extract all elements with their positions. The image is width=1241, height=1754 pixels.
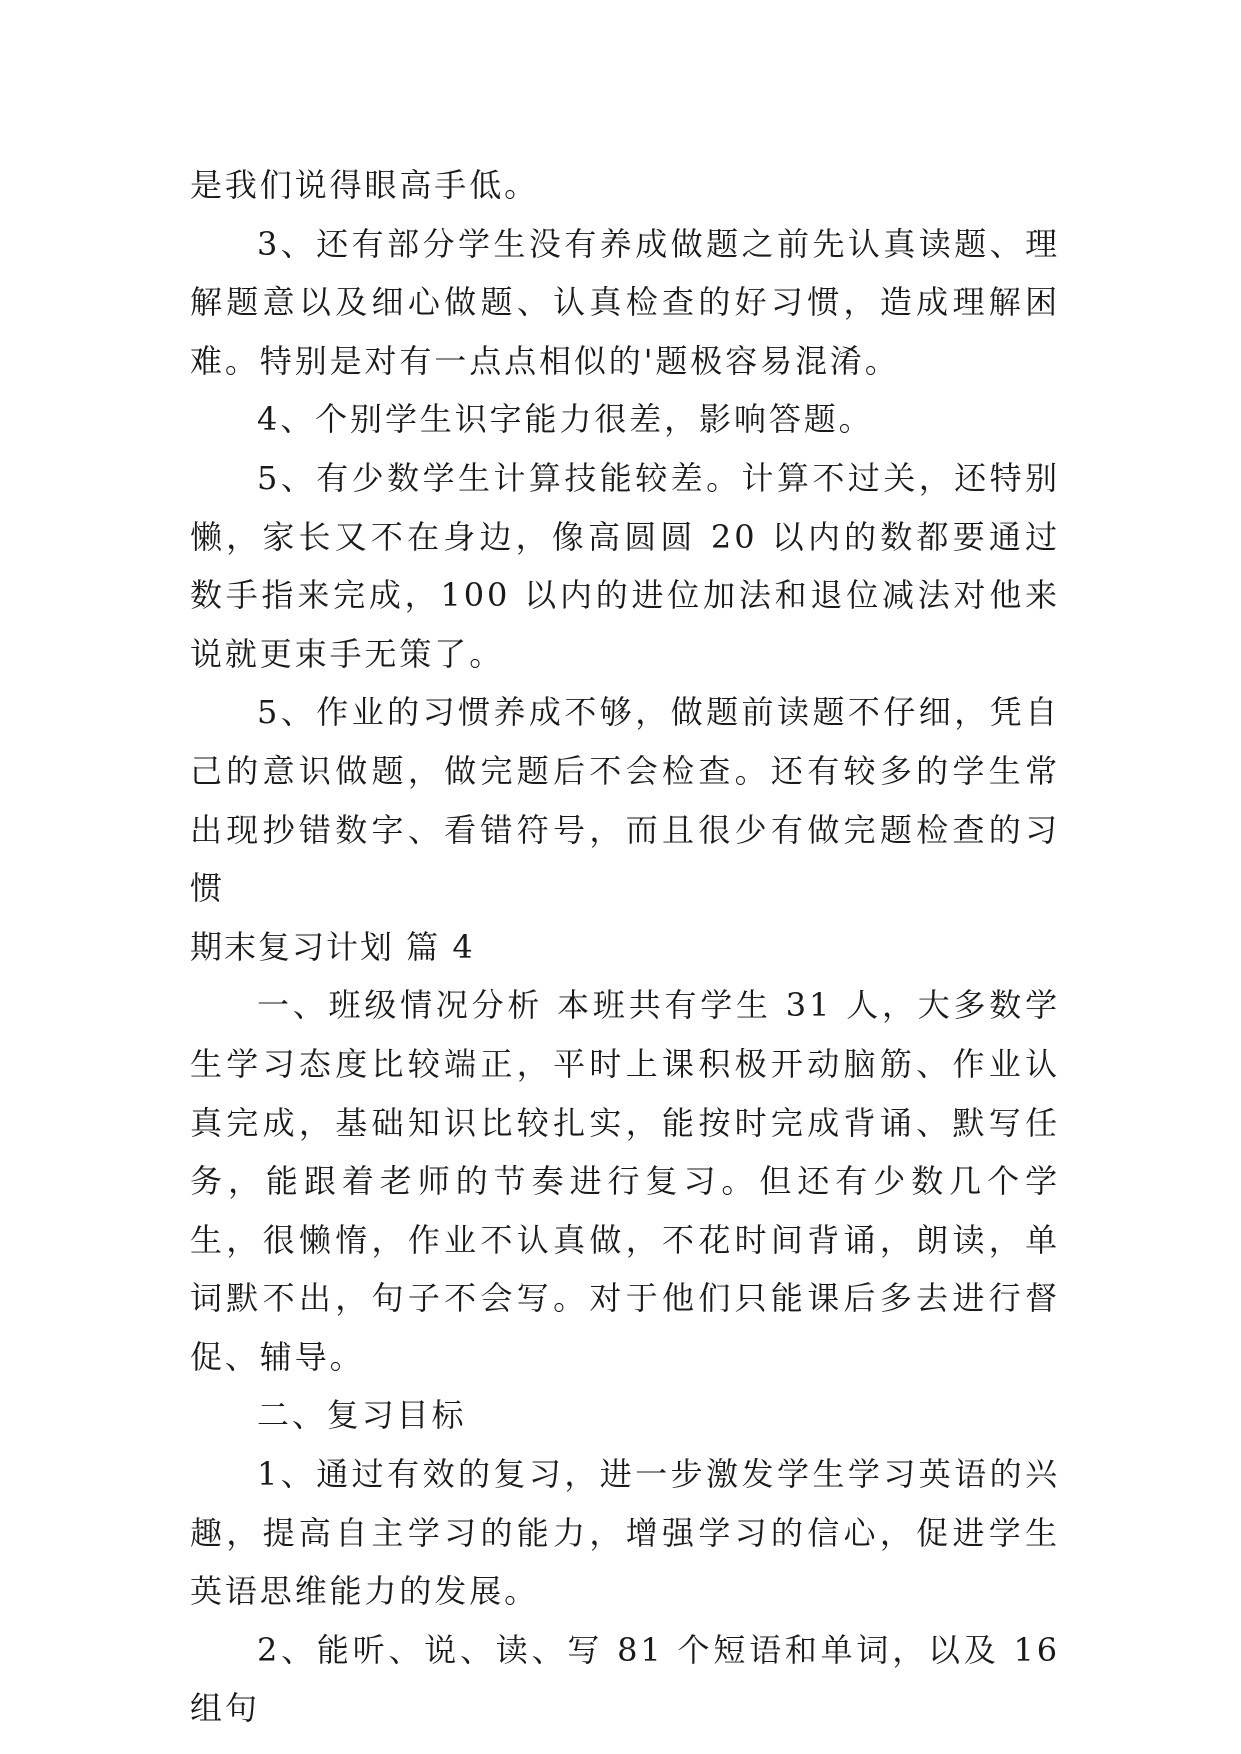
section-heading: 期末复习计划 篇 4 [190, 927, 475, 966]
paragraph: 二、复习目标 [257, 1396, 467, 1435]
paragraph: 4、个别学生识字能力很差，影响答题。 [257, 400, 874, 439]
paragraph: 5、有少数学生计算技能较差。计算不过关，还特别懒，家长又不在身边，像高圆圆 20 以内的数都要通过数手指来完成，100 以内的进位加法和退位减法对他来说就更束手无策了。 [190, 458, 1060, 673]
paragraph: 3、还有部分学生没有养成做题之前先认真读题、理解题意以及细心做题、认真检查的好习惯，造成理解困难。特别是对有一点点相似的'题极容易混淆。 [190, 224, 1060, 380]
paragraph: 是我们说得眼高手低。 [190, 166, 540, 204]
paragraph: 5、作业的习惯养成不够，做题前读题不仔细，凭自己的意识做题，做完题后不会检查。还有较多的学生常出现抄错数字、看错符号，而且很少有做完题检查的习惯 [190, 693, 1060, 908]
paragraph: 1、通过有效的复习，进一步激发学生学习英语的兴趣，提高自主学习的能力，增强学习的信心，促进学生英语思维能力的发展。 [190, 1455, 1060, 1611]
paragraph: 一、班级情况分析 本班共有学生 31 人，大多数学生学习态度比较端正，平时上课积极开动脑筋、作业认真完成，基础知识比较扎实，能按时完成背诵、默写任务，能跟着老师的节奏进行复习。但还有少数几个学生，很懒惰，作业不认真做，不花时间背诵，朗读，单词默不出，句子不会写。对于他们只能课后多去进行督促、辅导。 [190, 986, 1060, 1376]
document-body [190, 156, 1060, 1738]
paragraph: 2、能听、说、读、写 81 个短语和单词，以及 16 组句 [190, 1630, 1060, 1728]
